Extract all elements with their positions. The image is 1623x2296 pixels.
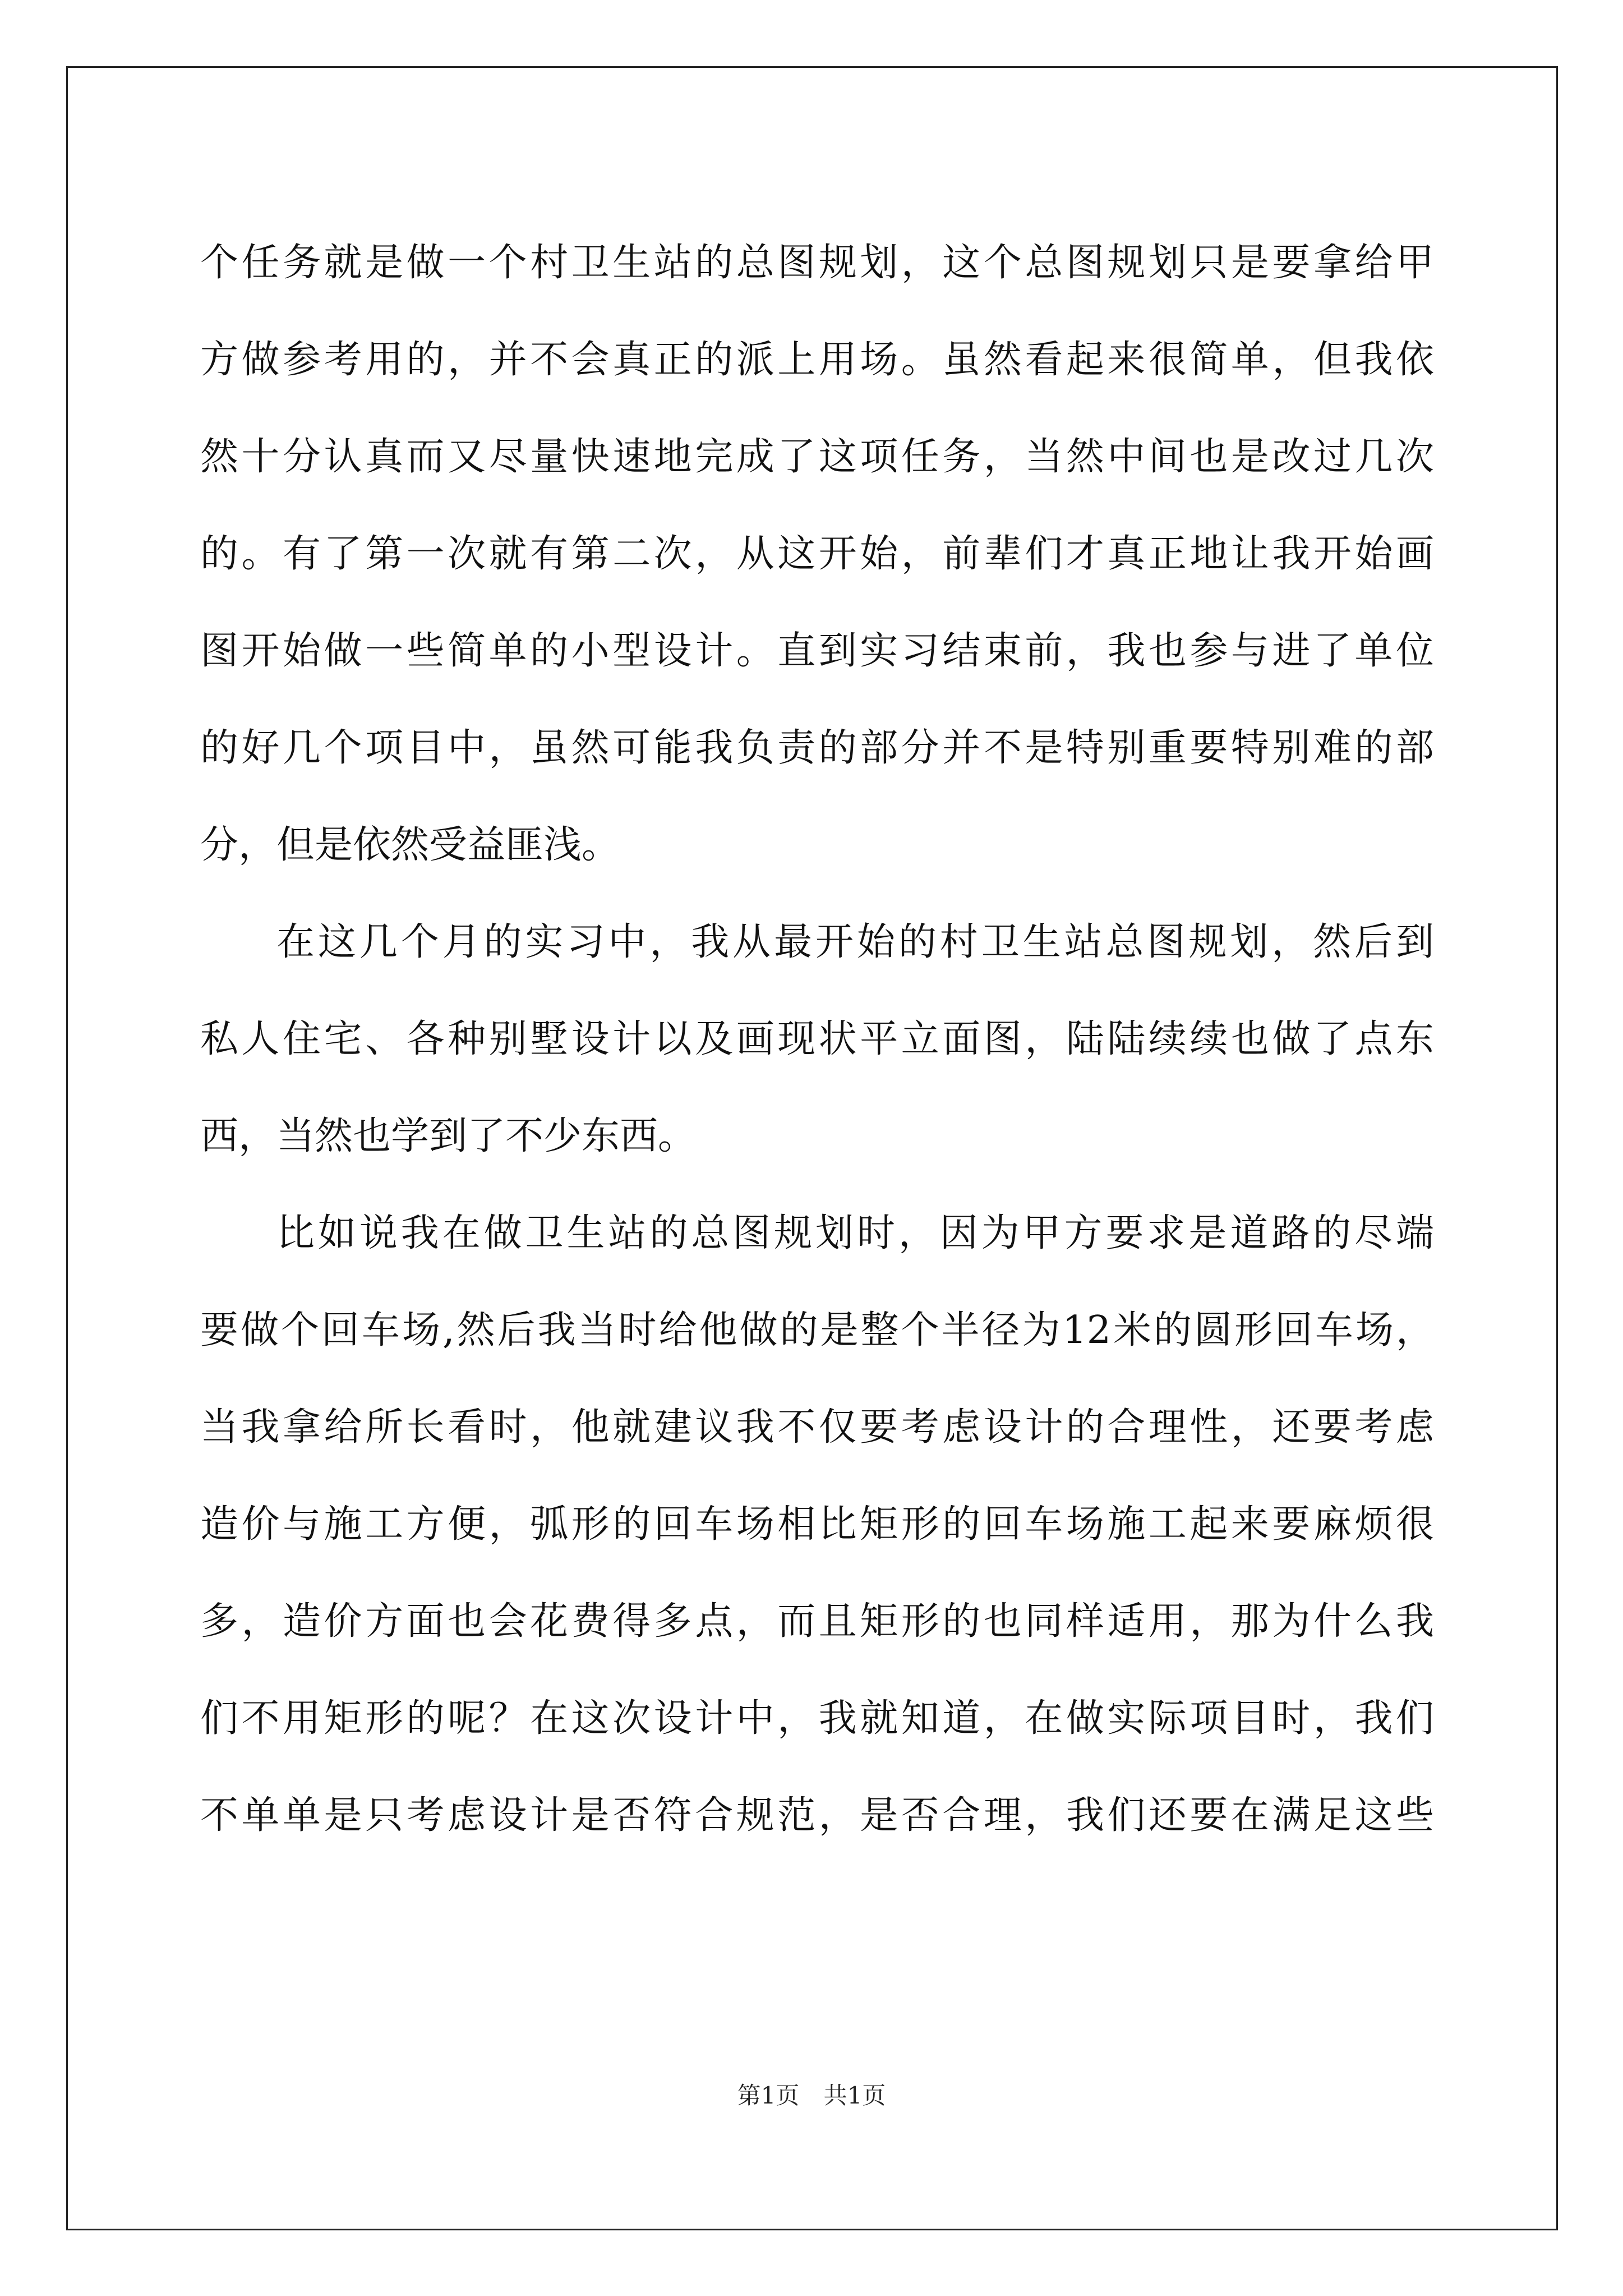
text-line: 个任务就是做一个村卫生站的总图规划，这个总图规划只是要拿给甲 — [200, 241, 1434, 285]
text-line: 西，当然也学到了不少东西。 — [200, 1114, 697, 1158]
text-line: 分，但是依然受益匪浅。 — [200, 823, 620, 867]
page-number-footer: 第1页 共1页 — [737, 2082, 886, 2109]
document-body — [200, 214, 1434, 1864]
text-line: 在这几个月的实习中，我从最开始的村卫生站总图规划，然后到 — [276, 920, 1434, 964]
text-line: 的。有了第一次就有第二次，从这开始，前辈们才真正地让我开始画 — [200, 532, 1434, 576]
text-line: 私人住宅、各种别墅设计以及画现状平立面图，陆陆续续也做了点东 — [200, 1017, 1434, 1061]
text-line: 比如说我在做卫生站的总图规划时，因为甲方要求是道路的尽端 — [276, 1211, 1434, 1255]
text-line: 多，造价方面也会花费得多点，而且矩形的也同样适用，那为什么我 — [200, 1599, 1434, 1644]
text-line: 的好几个项目中，虽然可能我负责的部分并不是特别重要特别难的部 — [200, 726, 1434, 770]
text-line: 要做个回车场,然后我当时给他做的是整个半径为12米的圆形回车场， — [200, 1308, 1434, 1352]
text-line: 图开始做一些简单的小型设计。直到实习结束前，我也参与进了单位 — [200, 629, 1434, 673]
text-line: 然十分认真而又尽量快速地完成了这项任务，当然中间也是改过几次 — [200, 435, 1434, 479]
text-line: 造价与施工方便，弧形的回车场相比矩形的回车场施工起来要麻烦很 — [200, 1502, 1434, 1547]
text-line: 不单单是只考虑设计是否符合规范，是否合理，我们还要在满足这些 — [200, 1793, 1434, 1838]
text-line: 们不用矩形的呢？在这次设计中，我就知道，在做实际项目时，我们 — [200, 1696, 1434, 1741]
text-line: 当我拿给所长看时，他就建议我不仅要考虑设计的合理性，还要考虑 — [200, 1405, 1434, 1450]
text-line: 方做参考用的，并不会真正的派上用场。虽然看起来很简单，但我依 — [200, 338, 1434, 382]
